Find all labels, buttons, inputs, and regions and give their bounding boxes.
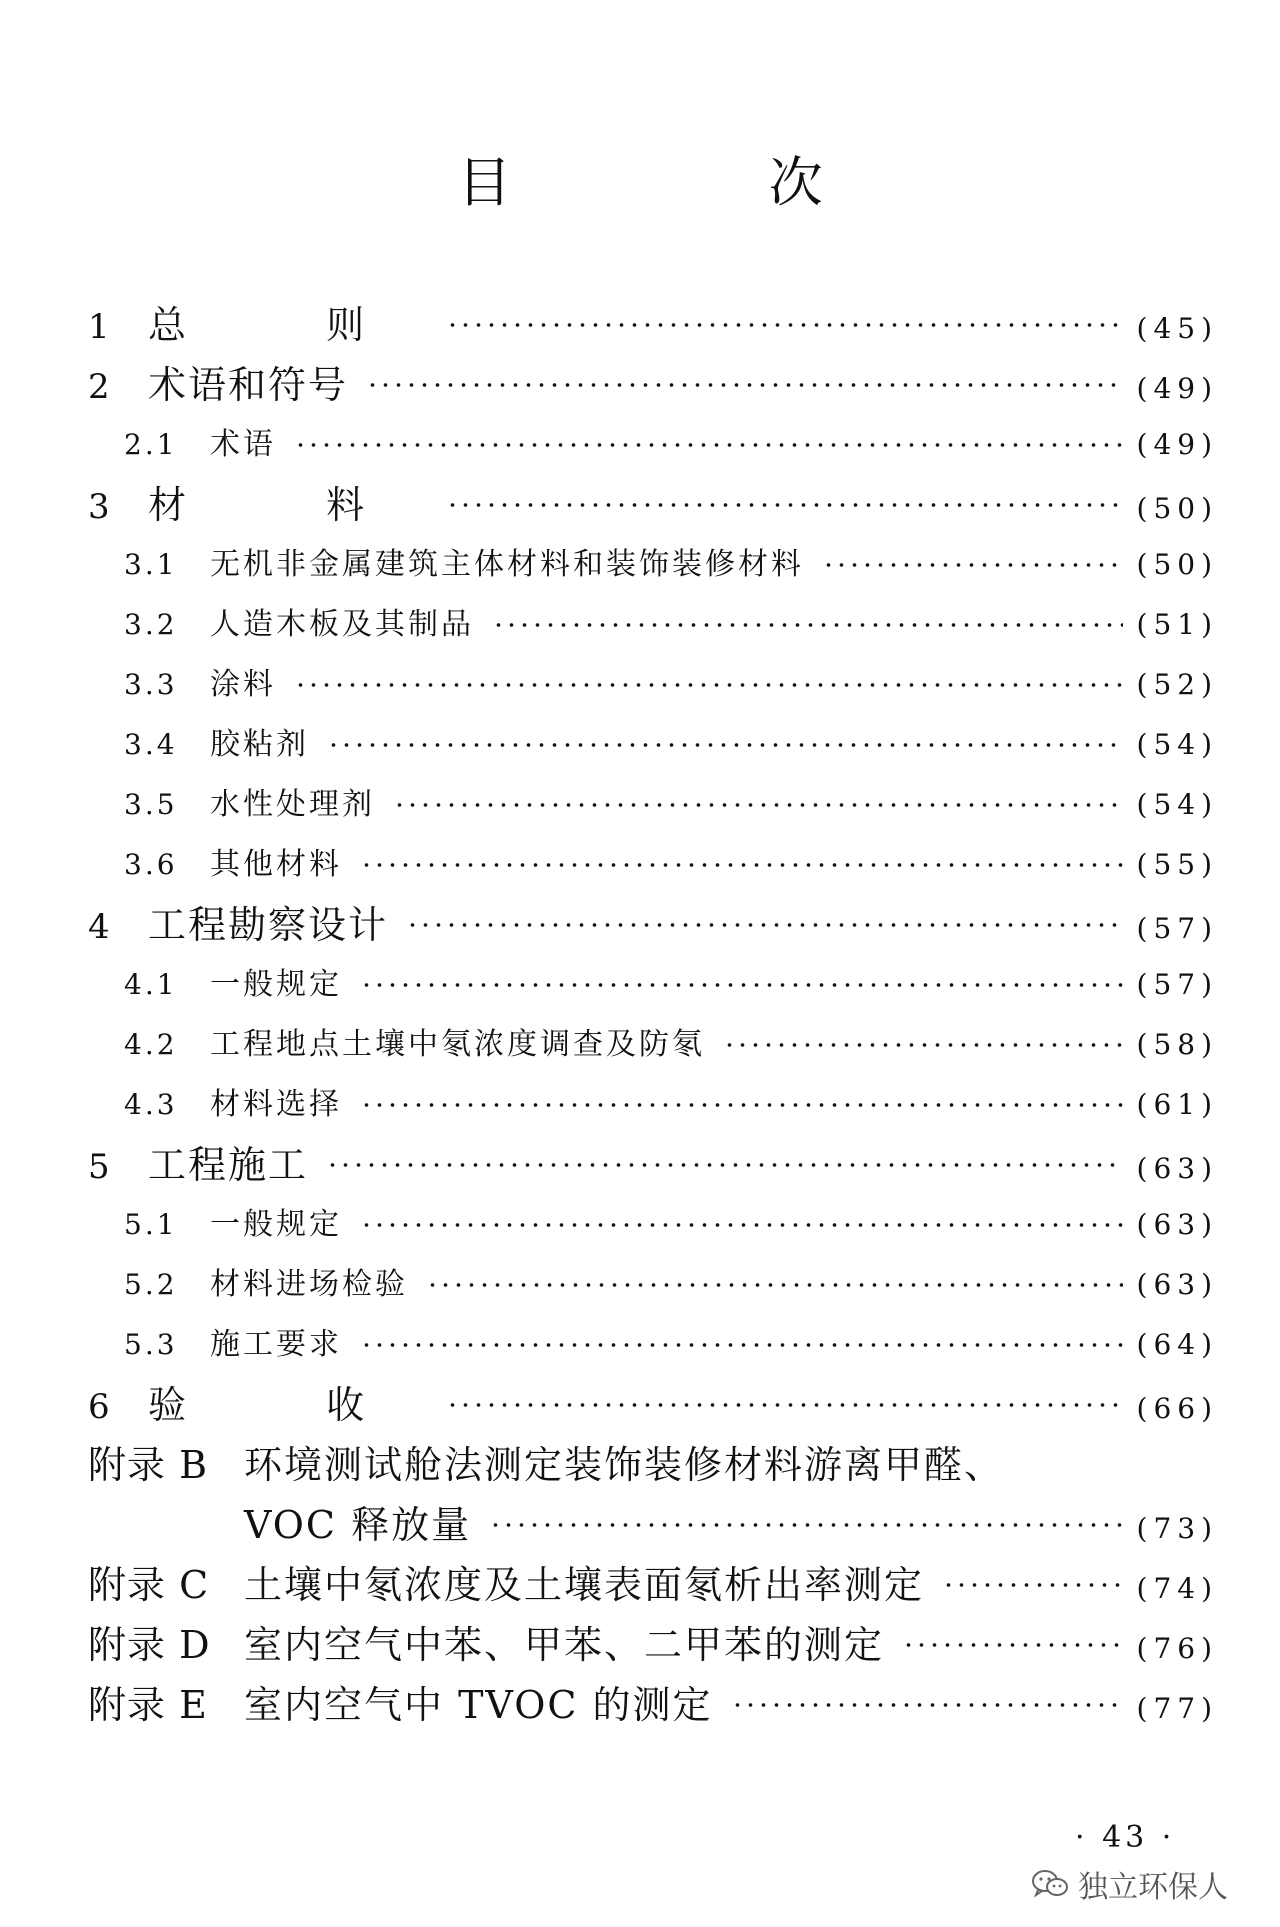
toc-title: 室内空气中 TVOC 的测定 [244, 1683, 713, 1727]
toc-title: 术语 [210, 427, 276, 462]
toc-page: (63) [1136, 1268, 1218, 1301]
toc-entry[interactable] [88, 415, 1218, 475]
toc-title: 无机非金属建筑主体材料和装饰装修材料 [210, 547, 804, 582]
toc-entry[interactable] [88, 1375, 1218, 1435]
toc-page: (63) [1136, 1152, 1218, 1185]
dot-leader [360, 860, 1123, 870]
toc-page: (64) [1136, 1328, 1218, 1361]
toc-page: (54) [1136, 728, 1218, 761]
toc-entry[interactable] [88, 1195, 1218, 1255]
toc-page: (49) [1136, 372, 1218, 405]
toc-page: (45) [1136, 312, 1218, 345]
toc-title: 术语和符号 [148, 363, 349, 407]
toc-number: 3.4 [124, 728, 178, 761]
toc-title: 一般规定 [210, 1207, 342, 1242]
toc-page: (57) [1136, 968, 1218, 1001]
toc-title: 涂料 [210, 667, 276, 702]
toc-number: 4 [88, 907, 110, 947]
toc-number: 4.2 [124, 1028, 178, 1061]
dot-leader [492, 620, 1123, 630]
toc-number: 2 [88, 367, 110, 407]
toc-number: 3.6 [124, 848, 178, 881]
dot-leader [446, 320, 1122, 330]
toc-title: 工程勘察设计 [148, 903, 389, 947]
page-title: 目 次 [457, 151, 943, 214]
toc-page: (52) [1136, 668, 1218, 701]
dot-leader [326, 1160, 1123, 1170]
toc-entry[interactable] [88, 595, 1218, 655]
toc-title: 土壤中氡浓度及土壤表面氡析出率测定 [244, 1563, 925, 1607]
dot-leader [360, 1100, 1123, 1110]
toc-title: 材料进场检验 [210, 1267, 408, 1302]
toc-page: (55) [1136, 848, 1218, 881]
toc-entry[interactable] [88, 955, 1218, 1015]
toc-number: 5.2 [124, 1268, 178, 1301]
toc-number: 附录 C [88, 1563, 210, 1607]
toc-entry[interactable] [88, 1135, 1218, 1195]
dot-leader [731, 1700, 1123, 1710]
dot-leader [822, 560, 1123, 570]
toc-number: 5.3 [124, 1328, 178, 1361]
toc-number: 6 [88, 1387, 110, 1427]
toc-title: 水性处理剂 [210, 787, 375, 822]
toc-number: 2.1 [124, 428, 178, 461]
toc-title: 总 则 [148, 303, 429, 347]
toc-entry[interactable] [88, 1015, 1218, 1075]
toc-number: 3.1 [124, 548, 178, 581]
toc-title: 胶粘剂 [210, 727, 309, 762]
toc-number: 附录 D [88, 1623, 211, 1667]
toc-title: 其他材料 [210, 847, 342, 882]
dot-leader [406, 920, 1123, 930]
dot-leader [393, 800, 1123, 810]
toc-entry-continuation[interactable] [88, 1495, 1218, 1555]
toc-entry[interactable] [88, 835, 1218, 895]
toc-number: 4.1 [124, 968, 178, 1001]
dot-leader [902, 1640, 1123, 1650]
toc-number: 3 [88, 487, 110, 527]
toc-page: (54) [1136, 788, 1218, 821]
toc-page: (77) [1136, 1692, 1218, 1725]
toc-page: (74) [1136, 1572, 1218, 1605]
toc-page: (61) [1136, 1088, 1218, 1121]
toc-entry[interactable] [88, 715, 1218, 775]
dot-leader [446, 1400, 1122, 1410]
dot-leader [446, 500, 1122, 510]
dot-leader [489, 1520, 1122, 1530]
toc-page: (63) [1136, 1208, 1218, 1241]
toc-title: 室内空气中苯、甲苯、二甲苯的测定 [244, 1623, 885, 1667]
toc-page: (76) [1136, 1632, 1218, 1665]
toc-title: 工程施工 [148, 1143, 309, 1187]
toc-number: 3.3 [124, 668, 178, 701]
dot-leader [942, 1580, 1123, 1590]
toc-entry[interactable] [88, 895, 1218, 955]
toc-entry[interactable] [88, 1555, 1218, 1615]
toc-entry[interactable] [88, 775, 1218, 835]
dot-leader [294, 440, 1123, 450]
dot-leader [360, 980, 1123, 990]
toc-number: 附录 E [88, 1683, 208, 1727]
toc-number: 5 [88, 1147, 110, 1187]
toc-title: 材 料 [148, 483, 429, 527]
dot-leader [360, 1220, 1123, 1230]
toc-title: 验 收 [148, 1383, 429, 1427]
toc-entry[interactable] [88, 535, 1218, 595]
watermark [1030, 1862, 1228, 1906]
toc-entry[interactable] [88, 475, 1218, 535]
watermark-text: 独立环保人 [1078, 1870, 1228, 1905]
toc-title: 一般规定 [210, 967, 342, 1002]
toc-title: 施工要求 [210, 1327, 342, 1362]
dot-leader [366, 380, 1123, 390]
toc-entry[interactable] [88, 1675, 1218, 1735]
toc-entry[interactable] [88, 1315, 1218, 1375]
toc-number: 4.3 [124, 1088, 178, 1121]
toc-page: (50) [1136, 492, 1218, 525]
toc-entry[interactable] [88, 1075, 1218, 1135]
toc-title: 人造木板及其制品 [210, 607, 474, 642]
toc-number: 3.2 [124, 608, 178, 641]
toc-number: 5.1 [124, 1208, 178, 1241]
toc-title: 材料选择 [210, 1087, 342, 1122]
wechat-icon [1030, 1869, 1070, 1899]
toc-page: (57) [1136, 912, 1218, 945]
toc-title: 环境测试舱法测定装饰装修材料游离甲醛、 [244, 1443, 1005, 1487]
toc-entry[interactable] [88, 655, 1218, 715]
toc-entry[interactable] [88, 355, 1218, 415]
toc-page: (73) [1136, 1512, 1218, 1545]
toc-page: (51) [1136, 608, 1218, 641]
table-of-contents [88, 295, 1218, 1735]
dot-leader [294, 680, 1123, 690]
dot-leader [426, 1280, 1123, 1290]
toc-number: 3.5 [124, 788, 178, 821]
toc-number: 附录 B [88, 1443, 209, 1487]
toc-entry[interactable] [88, 1615, 1218, 1675]
dot-leader [327, 740, 1123, 750]
toc-number: 1 [88, 307, 110, 347]
toc-page: (58) [1136, 1028, 1218, 1061]
toc-entry[interactable] [88, 1435, 1218, 1495]
toc-entry[interactable] [88, 1255, 1218, 1315]
toc-page: (49) [1136, 428, 1218, 461]
toc-title-continuation: VOC 释放量 [244, 1503, 472, 1547]
page-number: · 43 · [1075, 1820, 1176, 1855]
toc-page: (50) [1136, 548, 1218, 581]
toc-entry[interactable] [88, 295, 1218, 355]
toc-title: 工程地点土壤中氡浓度调查及防氡 [210, 1027, 705, 1062]
toc-page: (66) [1136, 1392, 1218, 1425]
dot-leader [723, 1040, 1123, 1050]
dot-leader [360, 1340, 1123, 1350]
